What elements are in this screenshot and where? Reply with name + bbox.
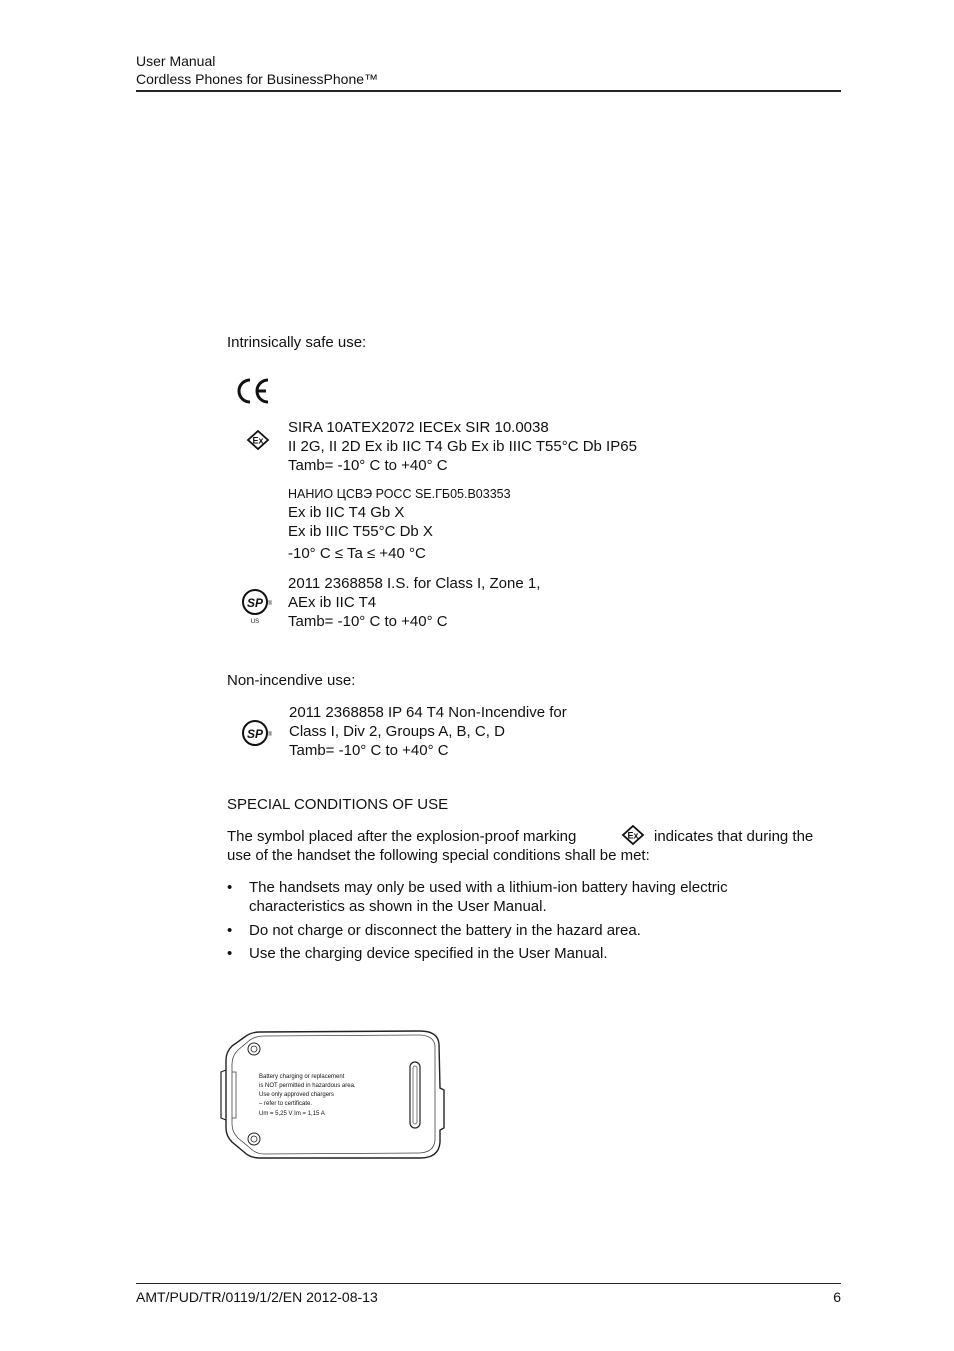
battery-label-line-2: is NOT permitted in hazardous area. <box>259 1083 356 1089</box>
csa-registered: ® <box>267 601 273 607</box>
bullet-1-line-1: The handsets may only be used with a lithium-ion battery having electric <box>249 879 728 896</box>
ex-mark-icon <box>247 430 269 450</box>
atex-line-1: SIRA 10ATEX2072 IECEx SIR 10.0038 <box>288 419 549 436</box>
special-conditions-heading: SPECIAL CONDITIONS OF USE <box>227 796 449 813</box>
atex-certificate-block <box>288 418 637 475</box>
special-para-part-2: indicates that during the <box>654 828 814 845</box>
battery-illustration <box>220 1028 446 1162</box>
battery-label-line-1: Battery charging or replacement <box>259 1074 345 1080</box>
russian-certificate-block <box>288 503 433 563</box>
page-number: 6 <box>833 1289 841 1305</box>
bullet-symbol: • <box>227 922 233 939</box>
atex-line-2: II 2G, II 2D Ex ib IIC T4 Gb Ex ib IIIC T55°C Db IP65 <box>288 438 637 455</box>
battery-label-line-5: Um = 5,25 V Im = 1,15 A <box>259 1111 325 1117</box>
csa-ni-line-1: 2011 2368858 IP 64 T4 Non-Incendive for <box>289 704 567 721</box>
header-subtitle: Cordless Phones for BusinessPhone™ <box>136 71 379 87</box>
csa-is-line-1: 2011 2368858 I.S. for Class I, Zone 1, <box>288 575 541 592</box>
csa-ni-line-2: Class I, Div 2, Groups A, B, C, D <box>289 723 505 740</box>
special-para-line-2: use of the handset the following special conditions shall be met: <box>227 847 650 864</box>
csa-mark-icon <box>241 719 275 747</box>
csa-us-label: US <box>250 619 260 625</box>
bullet-1-line-2: characteristics as shown in the User Manual. <box>249 898 547 915</box>
intrinsic-heading: Intrinsically safe use: <box>227 334 367 351</box>
csa-us-mark-icon <box>241 588 275 624</box>
list-item: Do not charge or disconnect the battery in the hazard area. <box>249 922 641 939</box>
footer-doc-ref: AMT/PUD/TR/0119/1/2/EN 2012-08-13 <box>136 1289 378 1305</box>
battery-label-line-3: Use only approved chargers <box>259 1092 335 1098</box>
russian-cert-line-1: НАНИО ЦСВЭ РОСС SE.ГБ05.В03353 <box>288 487 511 501</box>
footer-rule <box>136 1283 841 1284</box>
svg-text:Ex: Ex <box>627 830 639 841</box>
csa-is-certificate-block <box>288 574 540 631</box>
header-title: User Manual <box>136 53 216 69</box>
special-para-part-1: The symbol placed after the explosion-proof marking <box>227 828 577 845</box>
russian-line-4: -10° C ≤ Ta ≤ +40 °C <box>288 545 426 562</box>
svg-text:Ex: Ex <box>252 435 264 446</box>
csa-is-line-2: AEx ib IIC T4 <box>288 594 377 611</box>
header-rule <box>136 90 841 92</box>
csa-letters: SP <box>246 596 264 610</box>
battery-label-line-4: – refer to certificate. <box>259 1101 313 1107</box>
csa-ni-line-3: Tamb= -10° C to +40° C <box>289 742 449 759</box>
nonincendive-heading: Non-incendive use: <box>227 672 356 689</box>
bullet-symbol: • <box>227 879 233 896</box>
list-item <box>249 878 728 916</box>
csa-ni-letters: SP <box>246 727 264 741</box>
atex-line-3: Tamb= -10° C to +40° C <box>288 457 448 474</box>
russian-line-3: Ex ib IIIC T55°C Db X <box>288 523 433 540</box>
csa-ni-certificate-block <box>289 703 567 760</box>
csa-is-line-3: Tamb= -10° C to +40° C <box>288 613 448 630</box>
russian-line-2: Ex ib IIC T4 Gb X <box>288 504 405 521</box>
ce-mark-icon <box>235 377 271 405</box>
bullet-symbol: • <box>227 945 233 962</box>
list-item: Use the charging device specified in the User Manual. <box>249 945 608 962</box>
ex-mark-inline-icon <box>622 825 644 845</box>
csa-ni-registered: ® <box>267 732 273 738</box>
